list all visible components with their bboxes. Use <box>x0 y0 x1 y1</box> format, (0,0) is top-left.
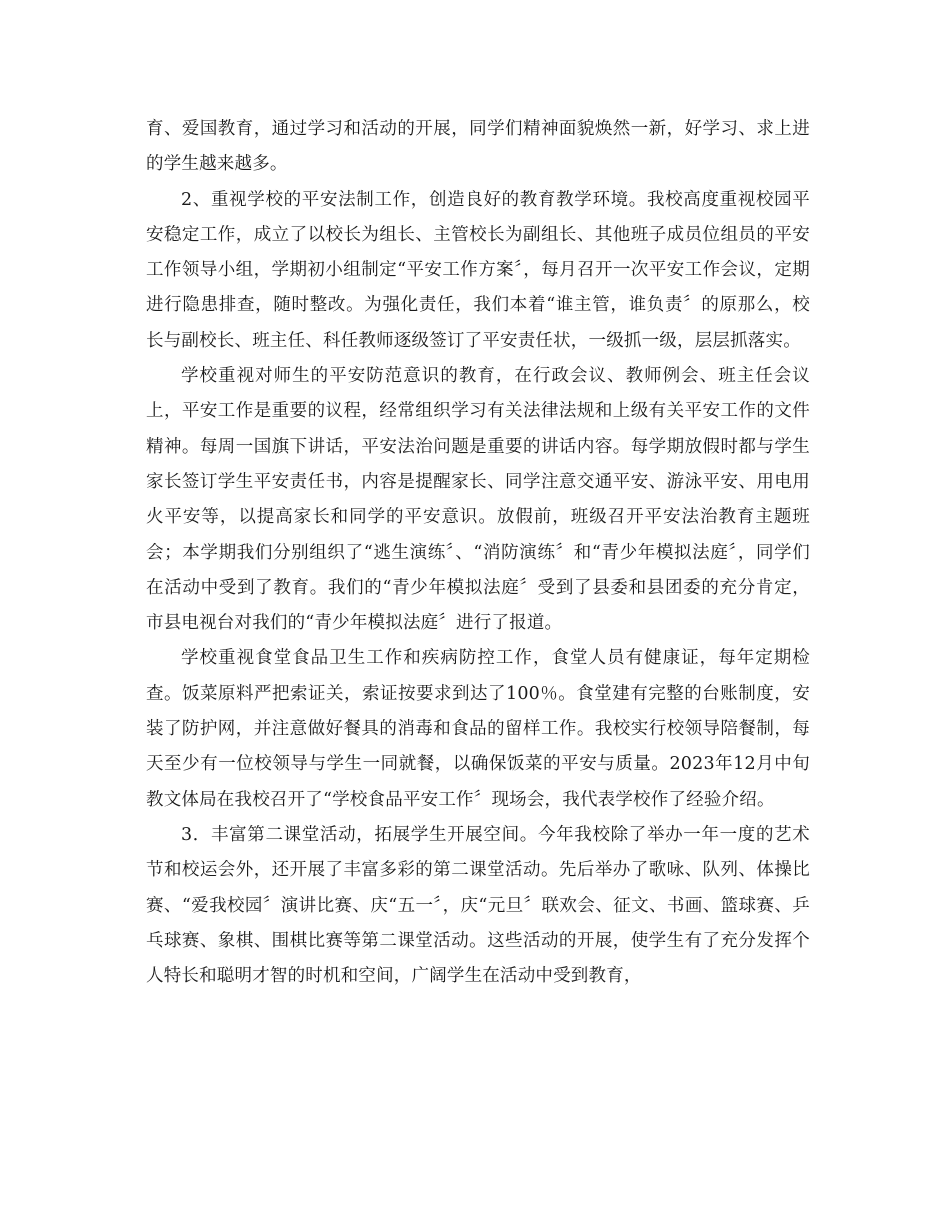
paragraph-safety-legal-work: 2、重视学校的平安法制工作，创造良好的教育教学环境。我校高度重视校园平安稳定工作，成立了以校长为组长、主管校长为副组长、其他班子成员位组员的平安工作领导小组，学期初小组制定“平安工作方案〞，每月召开一次平安工作会议，定期进行隐患排查，随时整改。为强化责任，我们本着“谁主管，谁负责〞的原那么，校长与副校长、班主任、科任教师逐级签订了平安责任状，一级抓一级，层层抓落实。 <box>146 189 810 351</box>
paragraph-canteen-food-hygiene: 学校重视食堂食品卫生工作和疾病防控工作，食堂人员有健康证，每年定期检查。饭菜原料严把索证关，索证按要求到达了100％。食堂建有完整的台账制度，安装了防护网，并注意做好餐具的消毒和食品的留样工作。我校实行校领导陪餐制，每天至少有一位校领导与学生一同就餐，以确保饭菜的平安与质量。2023年12月中旬教文体局在我校召开了“学校食品平安工作〞现场会，我代表学校作了经验介绍。 <box>146 648 810 810</box>
paragraph-continuation: 育、爱国教育，通过学习和活动的开展，同学们精神面貌焕然一新，好学习、求上进的学生越来越多。 <box>146 119 810 175</box>
document-body <box>146 112 810 994</box>
paragraph-extracurricular-activities: 3．丰富第二课堂活动，拓展学生开展空间。今年我校除了举办一年一度的艺术节和校运会外，还开展了丰富多彩的第二课堂活动。先后举办了歌咏、队列、体操比赛、“爱我校园〞演讲比赛、庆“五一〞，庆“元旦〞联欢会、征文、书画、篮球赛、乒乓球赛、象棋、围棋比赛等第二课堂活动。这些活动的开展，使学生有了充分发挥个人特长和聪明才智的时机和空间，广阔学生在活动中受到教育， <box>146 824 810 987</box>
paragraph-safety-awareness-education: 学校重视对师生的平安防范意识的教育，在行政会议、教师例会、班主任会议上，平安工作是重要的议程，经常组织学习有关法律法规和上级有关平安工作的文件精神。每周一国旗下讲话，平安法治问题是重要的讲话内容。每学期放假时都与学生家长签订学生平安责任书，内容是提醒家长、同学注意交通平安、游泳平安、用电用火平安等，以提高家长和同学的平安意识。放假前，班级召开平安法治教育主题班会；本学期我们分别组织了“逃生演练〞、“消防演练〞和“青少年模拟法庭〞，同学们在活动中受到了教育。我们的“青少年模拟法庭〞受到了县委和县团委的充分肯定，市县电视台对我们的“青少年模拟法庭〞进行了报道。 <box>146 366 810 634</box>
